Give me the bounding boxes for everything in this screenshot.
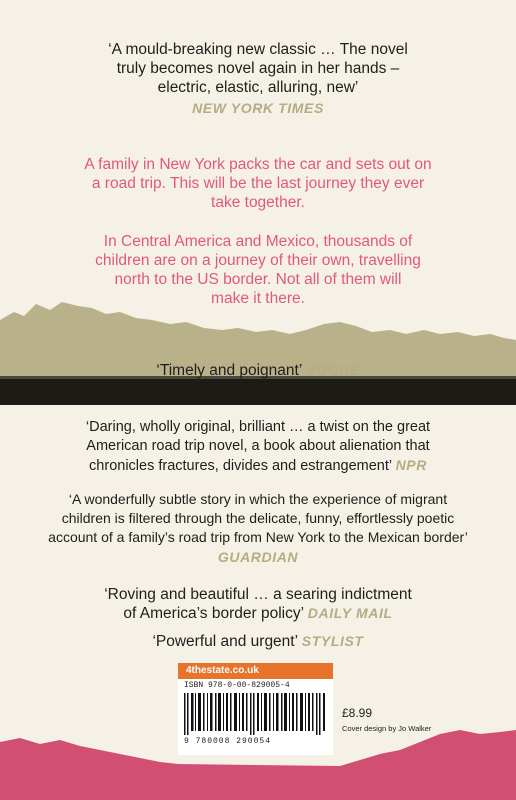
quote-line: ‘A wonderfully subtle story in which the experience of migrant xyxy=(68,491,448,507)
quote-line: electric, elastic, alluring, new’ xyxy=(157,79,359,96)
blurb-line: In Central America and Mexico, thousands of xyxy=(103,233,413,250)
quote-text: ‘Powerful and urgent’ xyxy=(152,633,298,650)
quote-source: STYLIST xyxy=(301,633,364,649)
price-label: £8.99 xyxy=(342,706,373,720)
quote-line: ‘Daring, wholly original, brilliant … a twist on the great xyxy=(85,419,431,435)
quote-guardian xyxy=(0,490,516,567)
quote-line: American road trip novel, a book about alienation that xyxy=(86,438,430,454)
mountain-landscape-illustration xyxy=(0,290,516,405)
quote-npr xyxy=(0,418,516,476)
quote-line: truly becomes novel again in her hands – xyxy=(116,60,400,77)
quote-line: ‘A mould-breaking new classic … The novel xyxy=(108,41,408,58)
quote-source: DAILY MAIL xyxy=(307,605,393,621)
blurb-line: children are on a journey of their own, travelling xyxy=(95,252,421,269)
quote-stylist xyxy=(0,632,516,651)
quote-source: GUARDIAN xyxy=(217,549,299,565)
blurb-line: make it there. xyxy=(211,290,305,307)
quote-source: VOGUE xyxy=(306,362,360,378)
barcode-panel xyxy=(178,663,333,755)
quote-line: account of a family’s road trip from New York to the Mexican border’ xyxy=(48,529,468,545)
blurb-line: north to the US border. Not all of them will xyxy=(114,271,402,288)
isbn-text: ISBN 978-0-00-829005-4 xyxy=(184,681,290,690)
quote-line: ‘Roving and beautiful … a searing indictment xyxy=(104,586,412,603)
quote-source: NEW YORK TIMES xyxy=(192,100,324,116)
quote-line: chronicles fractures, divides and estrangement’ xyxy=(89,458,392,474)
blurb-line: a road trip. This will be the last journey they ever xyxy=(91,175,425,192)
blurb-paragraph-1 xyxy=(0,155,516,212)
quote-daily-mail xyxy=(0,585,516,623)
blurb-line: take together. xyxy=(211,194,305,211)
quote-vogue xyxy=(0,361,516,380)
quote-line: of America’s border policy’ xyxy=(123,605,304,622)
quote-source: NPR xyxy=(395,457,427,473)
cover-credit: Cover design by Jo Walker xyxy=(342,724,432,733)
barcode-bars xyxy=(184,693,327,735)
barcode-digits: 9 780008 290054 xyxy=(184,737,272,746)
quote-text: ‘Timely and poignant’ xyxy=(156,362,302,379)
publisher-website[interactable]: 4thestate.co.uk xyxy=(178,663,333,679)
dark-horizon-band xyxy=(0,378,516,405)
quote-line: children is filtered through the delicate, funny, effortlessly poetic xyxy=(61,510,455,526)
quote-nyt xyxy=(0,40,516,118)
blurb-line: A family in New York packs the car and sets out on xyxy=(84,156,432,173)
